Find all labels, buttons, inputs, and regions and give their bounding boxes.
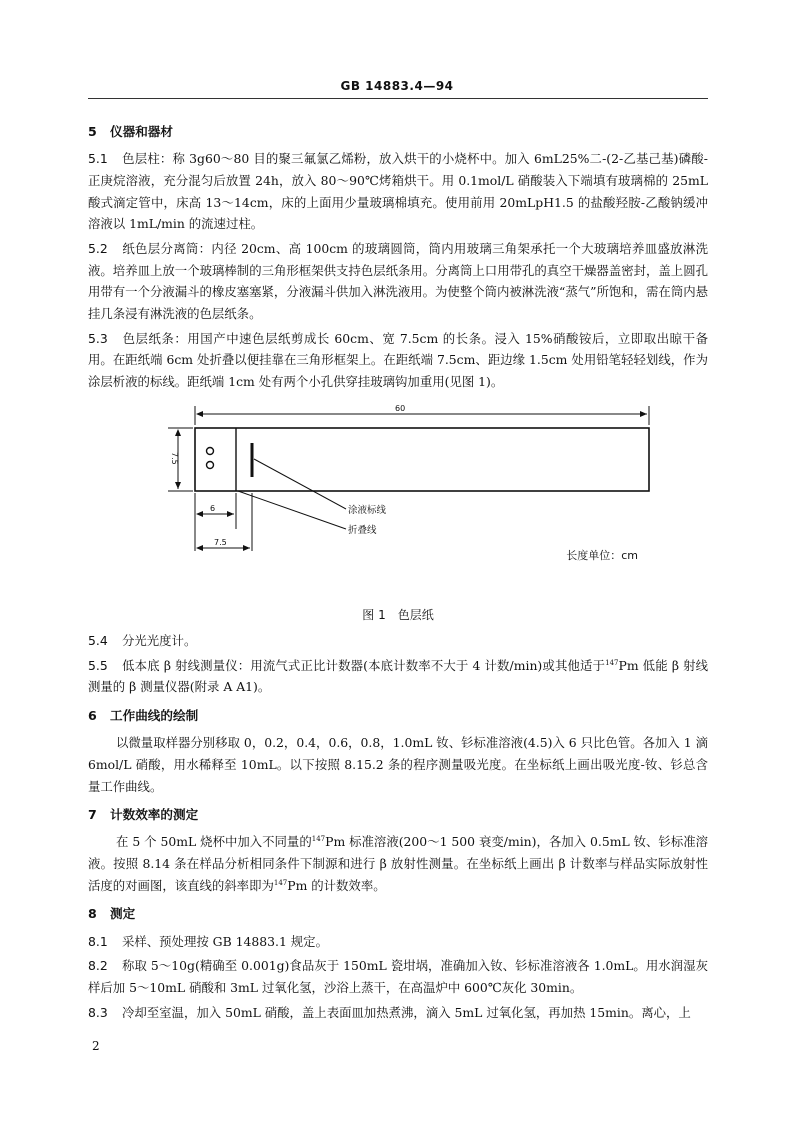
clause-5-1	[88, 148, 708, 235]
coat-dimension-label: 7.5	[214, 537, 227, 547]
figure-1	[88, 401, 708, 601]
header-rule	[88, 98, 708, 99]
section-7-heading	[88, 805, 708, 825]
fold-line-leader	[238, 491, 346, 529]
clause-text: 低本底 β 射线测量仪：用流气式正比计数器(本底计数率不大于 4 计数/min)或其他适于	[122, 657, 606, 673]
clause-text: 称取 5～10g(精确至 0.001g)食品灰于 150mL 瓷坩埚，准确加入钕、钐标准溶液各 1.0mL。用水润湿灰样后加 5～10mL 硝酸和 3mL 过氧化氢，沙浴上蒸干，在高温炉中 600℃灰化 30min。	[88, 958, 708, 996]
fold-dimension-label: 6	[210, 503, 216, 513]
clause-text: 分光光度计。	[122, 632, 197, 648]
clause-8-1	[88, 931, 708, 953]
section-7-text	[88, 831, 708, 896]
page-number: 2	[92, 1039, 100, 1053]
chromatography-paper-diagram	[88, 401, 708, 601]
section-title: 测定	[110, 906, 136, 922]
clause-text: 采样、预处理按 GB 14883.1 规定。	[122, 933, 328, 949]
clause-8-2	[88, 955, 708, 998]
clause-number: 5.1	[88, 151, 108, 167]
unit-note: 长度单位：cm	[566, 548, 638, 562]
text-segment: Pm 的计数效率。	[287, 877, 386, 893]
text-segment: Pm 标准溶液(200～1 500 衰变/min)，各加入 0.5mL 钕、钐标准溶液。按照 8.14 条在样品分析相同条件下制源和进行 β 放射性测量。在坐标纸上画出 β 计数率与样品实际放射性活度的对画图，该直线的斜率即为	[88, 834, 708, 893]
coat-line-label: 涂液标线	[348, 504, 387, 516]
section-number: 7	[88, 807, 97, 823]
section-number: 8	[88, 906, 97, 922]
clause-text: 纸色层分离筒：内径 20cm、高 100cm 的玻璃圆筒，筒内用玻璃三角架承托一个大玻璃培养皿盛放淋洗液。培养皿上放一个玻璃棒制的三角形框架供支持色层纸条用。分离筒上口用带孔的真空干燥器盖密封，盖上圆孔用带有一个分液漏斗的橡皮塞塞紧，分液漏斗供加入淋洗液用。为使整个筒内被淋洗液“蒸气”所饱和，需在筒内悬挂几条浸有淋洗液的色层纸条。	[88, 240, 708, 322]
clause-5-5	[88, 655, 708, 698]
section-title: 计数效率的测定	[110, 807, 199, 823]
standard-header: GB 14883.4—94	[340, 79, 454, 93]
clause-5-3	[88, 328, 708, 393]
clause-number: 5.5	[88, 657, 108, 673]
text-segment: 在 5 个 50mL 烧杯中加入不同量的	[116, 834, 312, 850]
clause-8-3	[88, 1002, 708, 1024]
isotope-mass-number: 147	[273, 878, 288, 887]
clause-number: 8.3	[88, 1004, 108, 1020]
page-content	[88, 122, 708, 1026]
width-dimension-label: 7.5	[170, 451, 179, 465]
clause-text: Pm 低能 β 射线测量的 β 测量仪器(附录 A A1)。	[88, 657, 708, 695]
length-dimension-label: 60	[395, 403, 406, 413]
section-6-text: 以微量取样器分别移取 0，0.2，0.4，0.6，0.8，1.0mL 钕、钐标准溶液(4.5)入 6 只比色管。各加入 1 滴6mol/L 硝酸，用水稀释至 10mL。以下按照 8.15.2 条的程序测量吸光度。在坐标纸上画出吸光度-钕、钐总含量工作曲线。	[88, 735, 708, 794]
section-8-heading	[88, 904, 708, 924]
isotope-mass-number: 147	[605, 658, 619, 667]
hanging-hole-bottom	[207, 461, 214, 468]
clause-number: 5.3	[88, 330, 108, 346]
section-5-heading	[88, 122, 708, 142]
section-number: 6	[88, 707, 97, 723]
isotope-mass-number: 147	[311, 835, 326, 844]
clause-text: 色层纸条：用国产中速色层纸剪成长 60cm、宽 7.5cm 的长条。浸入 15%硝酸铵后，立即取出晾干备用。在距纸端 6cm 处折叠以便挂靠在三角形框架上。在距纸端 7.5cm、距边缘 1.5cm 处用铅笔轻轻划线，作为涂层析液的标线。距纸端 1cm 处有两个小孔供穿挂玻璃钩加重用(见图 1)。	[88, 330, 708, 390]
section-title: 仪器和器材	[110, 124, 173, 139]
figure-caption: 图 1 色层纸	[362, 607, 434, 622]
section-6-heading	[88, 706, 708, 726]
clause-text: 冷却至室温，加入 50mL 硝酸，盖上表面皿加热煮沸，滴入 5mL 过氧化氢，再加热 15min。离心，上	[122, 1004, 691, 1020]
paper-strip	[195, 428, 649, 491]
section-title: 工作曲线的绘制	[110, 707, 199, 723]
clause-5-4	[88, 630, 708, 652]
section-number: 5	[88, 124, 97, 139]
clause-text: 色层柱：称 3g60～80 目的聚三氟氯乙烯粉，放入烘干的小烧杯中。加入 6mL25%二-(2-乙基己基)磷酸-正庚烷溶液，充分混匀后放置 24h，放入 80～90℃烤箱烘干。用 0.1mol/L 硝酸装入下端填有玻璃棉的 25mL 酸式滴定管中，床高 13～14cm，床的上面用少量玻璃棉填充。使用前用 20mLpH1.5 的盐酸羟胺-乙酸钠缓冲溶液以 1mL/min 的流速过柱。	[88, 151, 708, 232]
clause-number: 8.2	[88, 958, 108, 974]
clause-5-2	[88, 238, 708, 325]
clause-number: 5.4	[88, 632, 108, 648]
hanging-hole-top	[207, 447, 214, 454]
clause-number: 5.2	[88, 240, 108, 256]
clause-number: 8.1	[88, 933, 108, 949]
fold-line-label: 折叠线	[348, 524, 377, 536]
